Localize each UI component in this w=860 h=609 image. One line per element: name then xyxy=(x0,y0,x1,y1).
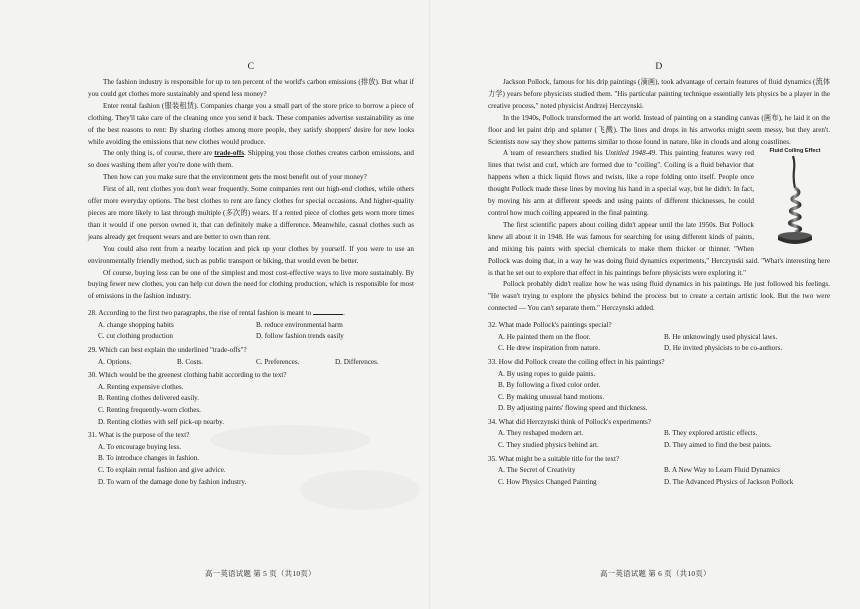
option-b[interactable]: B. Renting clothes delivered easily. xyxy=(98,394,200,403)
option-a[interactable]: A. By using ropes to guide paints. xyxy=(498,369,596,378)
passage-paragraph: In the 1940s, Pollock transformed the art world. Instead of painting on a standing canvas (画布), he laid it on the floor and let paint drip and splatter (飞溅). The lines and drops in his artworks might seem messy, but they aren't. Scientists now say they show patterns similar to those found in nature, like in clouds and along coastlines. xyxy=(488,113,830,146)
option-a[interactable]: A. Options. xyxy=(98,357,132,366)
question-stem: 30. Which would be the greenest clothing habit according to the text? xyxy=(88,371,287,380)
question-34 xyxy=(488,417,830,452)
option-a[interactable]: A. To encourage buying less. xyxy=(98,442,182,451)
passage-paragraph: Pollock probably didn't realize how he was using fluid dynamics in his paintings. He just followed his feelings. "He wasn't trying to explore the physics behind the process but to create a certain artistic look. But the two were connected — You can't separate them." Herczynski added. xyxy=(488,280,830,313)
answer-blank xyxy=(313,314,343,315)
paragraph-text: A team of researchers studied his xyxy=(503,149,606,158)
option-c[interactable]: C. They studied physics behind art. xyxy=(498,441,599,450)
section-title-c: C xyxy=(247,62,255,72)
passage-paragraph: Then how can you make sure that the environment gets the most benefit out of your money? xyxy=(103,173,367,182)
fluid-coiling-illustration-icon xyxy=(772,156,818,248)
options xyxy=(488,332,830,355)
passage-paragraph xyxy=(88,148,414,172)
option-a[interactable]: A. They reshaped modern art. xyxy=(498,429,584,438)
right-page xyxy=(430,0,860,609)
option-d[interactable]: D. They aimed to find the best paints. xyxy=(664,441,772,450)
option-c[interactable]: C. How Physics Changed Painting xyxy=(498,477,597,486)
question-28 xyxy=(88,308,414,343)
option-a[interactable]: A. Renting expensive clothes. xyxy=(98,382,184,391)
options xyxy=(88,382,414,428)
option-a[interactable]: A. The Secret of Creativity xyxy=(498,466,576,475)
question-text: 28. According to the first two paragraphs, the rise of rental fashion is meant to xyxy=(88,309,312,318)
question-stem: 34. What did Herczynski think of Pollock's experiments? xyxy=(488,417,651,426)
option-b[interactable]: B. reduce environmental harm xyxy=(256,320,343,329)
question-text: . xyxy=(343,309,345,318)
question-stem: 29. Which can best explain the underlined "trade-offs"? xyxy=(88,346,247,354)
option-b[interactable]: B. To introduce changes in fashion. xyxy=(98,454,200,463)
option-a[interactable]: A. change shopping habits xyxy=(98,320,174,329)
painting-title: Untitled 1948-49 xyxy=(605,149,656,158)
option-b[interactable]: B. They explored artistic effects. xyxy=(664,429,758,438)
option-d[interactable]: D. Differences. xyxy=(335,357,379,366)
passage-paragraph: Enter rental fashion (服装租赁). Companies charge you a small part of the store price to borrow a piece of clothing. They'll take care of the cleaning once you send it back. These companies advertise sustainability as one of the best reasons to rent: By sharing clothes among more people, they satisfy shoppers' desire for new looks while avoiding the emissions that new clothes would produce. xyxy=(88,101,414,146)
question-32 xyxy=(488,320,830,355)
option-d[interactable]: D. The Advanced Physics of Jackson Pollock xyxy=(664,477,794,486)
passage-paragraph: You could also rent from a nearby location and pick up your clothes by yourself. If you were to use an environmentally friendly method, such as public transport or biking, that would even be better. xyxy=(88,244,414,265)
fluid-coiling-figure xyxy=(760,148,830,248)
passage-paragraph: First of all, rent clothes you don't wear frequently. Some companies rent out high-end clothes, while others offer more everyday options. The best clothes to rent are fancy clothes for special occasions. And higher-quality pieces are more likely to last through multiple (多次的) wears. If a rented piece of clothes gets worn more times than it would if one person owned it, that can definitely make a difference. Meanwhile, casual clothes such as jeans already get frequent wears and are better to own than rent. xyxy=(88,185,414,241)
question-35 xyxy=(488,454,830,489)
option-c[interactable]: C. cut clothing production xyxy=(98,332,173,341)
option-a[interactable]: A. He painted them on the floor. xyxy=(498,332,591,341)
paragraph-text: . xyxy=(244,149,246,158)
option-d[interactable]: D. Renting clothes with self pick-up nearby. xyxy=(98,417,225,426)
passage-paragraph: Of course, buying less can be one of the simplest and most cost-effective ways to live more sustainably. By buying fewer new clothes, you can help cut down the need for clothing production, which is responsible for most of emissions in the fashion industry. xyxy=(88,268,414,301)
option-b[interactable]: B. He unknowingly used physical laws. xyxy=(664,332,778,341)
page-footer-6: 高一英语试题 第 6 页（共10页） xyxy=(600,569,711,578)
question-30 xyxy=(88,370,414,428)
paragraph-text: The only thing is, of course, there are xyxy=(103,149,215,158)
options xyxy=(488,428,830,451)
option-c[interactable]: C. Preferences. xyxy=(256,357,300,366)
paragraph-text: Shipping you those clothes creates carbon emissions, and so does washing them after you're done with them. xyxy=(88,149,414,170)
section-title-d: D xyxy=(655,62,663,72)
page-footer-5: 高一英语试题 第 5 页（共10页） xyxy=(205,569,316,578)
question-stem: 35. What might be a suitable title for the text? xyxy=(488,454,620,463)
options xyxy=(88,320,414,343)
option-b[interactable]: B. By following a fixed color order. xyxy=(498,381,601,390)
question-33 xyxy=(488,357,830,415)
passage-paragraph: The first scientific papers about coiling didn't appear until the late 1950s. But Pollock knew all about it in 1948. He was famous for searching for using different kinds of paints, and mixing his paints with special chemicals to make them thicker or thinner. "When Pollock was doing that, in a way he was doing fluid dynamics experiments," Herczynski said. "What's interesting here is that he set out to explore that effect in his paintings before physicists were exploring it." xyxy=(488,220,830,277)
question-31 xyxy=(88,430,414,488)
question-stem: 32. What made Pollock's paintings special? xyxy=(488,321,612,330)
option-b[interactable]: B. Costs. xyxy=(177,357,203,366)
option-d[interactable]: D. By adjusting paints' flowing speed and thickness. xyxy=(498,404,648,413)
option-c[interactable]: C. He drew inspiration from nature. xyxy=(498,344,601,353)
options xyxy=(88,357,414,369)
option-b[interactable]: B. A New Way to Learn Fluid Dynamics xyxy=(664,466,780,475)
option-d[interactable]: D. He invited physicists to be co-authors. xyxy=(664,344,783,353)
option-d[interactable]: D. To warn of the damage done by fashion industry. xyxy=(98,477,247,486)
question-stem xyxy=(88,308,414,320)
passage-paragraph: The fashion industry is responsible for up to ten percent of the world's carbon emissions (排放). But what if you could get clothes more sustainably and spend less money? xyxy=(88,78,414,98)
options xyxy=(488,369,830,415)
question-stem: 31. What is the purpose of the text? xyxy=(88,431,190,440)
paragraph-text: . This painting features wavy red lines that twist and curl, which are formed due to "coiling". Coiling is a fluid behavior that happens when a thick liquid flows and twists, like a rope folding onto itself. People once thought Pollock made these lines by moving his hand in a special way, but he didn't. In fact, by moving his arm at different speeds and using paints of different thicknesses, he could control how much coiling appeared in the final painting. xyxy=(488,149,754,217)
options xyxy=(488,465,830,488)
underlined-term: trade-offs xyxy=(214,149,244,158)
question-stem: 33. How did Pollock create the coiling effect in his paintings? xyxy=(488,357,665,366)
option-d[interactable]: D. follow fashion trends easily xyxy=(256,332,344,341)
question-29 xyxy=(88,345,414,368)
option-c[interactable]: C. Renting frequently-worn clothes. xyxy=(98,405,201,414)
options xyxy=(88,442,414,488)
option-c[interactable]: C. To explain rental fashion and give advice. xyxy=(98,465,226,474)
passage-paragraph: Jackson Pollock, famous for his drip paintings (滴画), took advantage of certain features of fluid dynamics (流体力学) years before physicists studied them. "His particular painting technique essentially lets physics be a player in the creative process," noted physicist Andrzej Herczynski. xyxy=(488,78,830,110)
option-c[interactable]: C. By making unusual hand motions. xyxy=(498,392,605,401)
figure-caption: Fluid Coiling Effect xyxy=(769,148,821,155)
